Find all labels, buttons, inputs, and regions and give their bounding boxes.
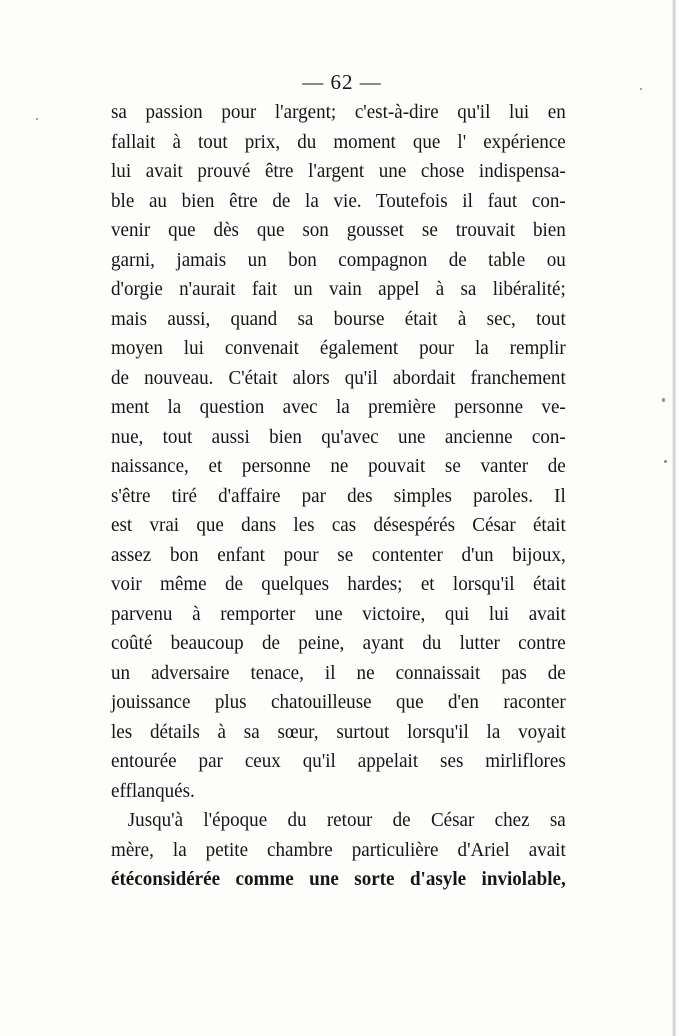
text-line: de nouveau. C'était alors qu'il abordait franchement	[111, 366, 566, 389]
text-line: est vrai que dans les cas désespérés César était	[111, 514, 566, 536]
text-line: jouissance plus chatouilleuse que d'en raconter	[111, 691, 566, 713]
paper-speck	[662, 398, 665, 402]
text-line: assez bon enfant pour se contenter d'un bijoux,	[111, 543, 566, 566]
body-text	[111, 98, 566, 895]
text-line: garni, jamais un bon compagnon de table ou	[111, 248, 566, 271]
text-line: s'être tiré d'affaire par des simples paroles. Il	[111, 484, 566, 507]
paper-speck	[664, 460, 667, 463]
text-line: nue, tout aussi bien qu'avec une ancienne con-	[111, 425, 566, 448]
text-line: les détails à sa sœur, surtout lorsqu'il la voyait	[111, 720, 566, 743]
paragraph-last-line: efflanqués.	[111, 779, 195, 802]
text-line: parvenu à remporter une victoire, qui lui avait	[111, 602, 566, 625]
text-line: moyen lui convenait également pour la remplir	[111, 337, 566, 359]
paper-speck	[640, 88, 642, 90]
text-line: mais aussi, quand sa bourse était à sec, tout	[111, 307, 566, 330]
text-line: ment la question avec la première personne ve-	[111, 396, 566, 418]
page-margin	[676, 0, 684, 1036]
text-line: entourée par ceux qu'il appelait ses mirliflores	[111, 750, 566, 772]
text-line: lui avait prouvé être l'argent une chose indispensa-	[111, 160, 566, 182]
paragraph-first-line: Jusqu'à l'époque du retour de César chez sa	[127, 809, 566, 831]
text-line: venir que dès que son gousset se trouvait bien	[111, 219, 566, 241]
text-line: coûté beaucoup de peine, ayant du lutter contre	[111, 632, 566, 654]
text-line: étéconsidérée comme une sorte d'asyle inviolable,	[111, 868, 566, 890]
page-number: — 62 —	[302, 70, 382, 94]
paper-speck	[36, 118, 38, 120]
text-line: un adversaire tenace, il ne connaissait pas de	[111, 661, 566, 684]
text-line: ble au bien être de la vie. Toutefois il faut con-	[111, 189, 566, 212]
text-line: naissance, et personne ne pouvait se vanter de	[111, 455, 566, 477]
text-line: voir même de quelques hardes; et lorsqu'il était	[111, 573, 566, 595]
text-line: d'orgie n'aurait fait un vain appel à sa libéralité;	[111, 278, 566, 300]
text-line: sa passion pour l'argent; c'est-à-dire qu'il lui en	[111, 101, 566, 123]
text-line: mère, la petite chambre particulière d'Ariel avait	[111, 838, 566, 861]
text-line: fallait à tout prix, du moment que l' expérience	[111, 130, 566, 153]
